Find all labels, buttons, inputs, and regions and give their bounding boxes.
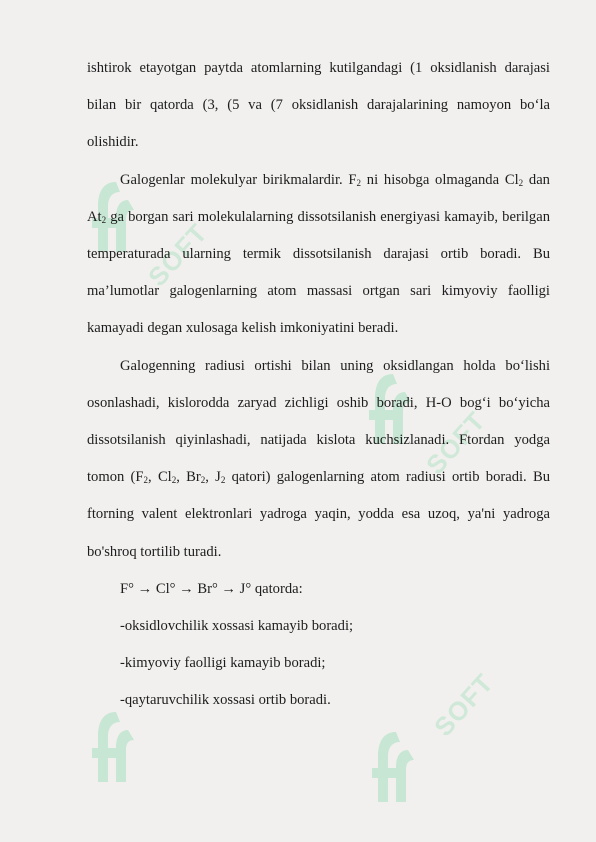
soft-logo-icon bbox=[368, 728, 418, 806]
watermark-text: SOFT bbox=[420, 405, 492, 481]
text-run: , J bbox=[205, 469, 221, 486]
list-item: -oksidlovchilik xossasi kamayib boradi; bbox=[120, 618, 354, 635]
watermark-logo-left bbox=[88, 708, 138, 791]
text-run: ga borgan sari molekulalarning dissotsilanish energiyasi kamayib, berilgan temperaturada ularning termik dissotsilanish darajasi ortib boradi. Bu ma’lumotlar galogenlarning atom massasi ortgan sari kimyoviy faolligi kamayadi degan xulosaga kelish imkoniyatini beradi. bbox=[87, 208, 550, 337]
text-run: Galogenning radiusi ortishi bilan uning oksidlangan holda bo‘lishi osonlashadi, kislorodda zaryad zichligi oshib boradi, H-O bog‘i bo‘yicha dissotsilanish qiyinlashadi, natijada kislota kuchsizlanadi. Ftordan yodga tomon (F bbox=[87, 357, 550, 486]
text-run: , Br bbox=[176, 469, 201, 486]
subscript: 2 bbox=[356, 177, 362, 188]
soft-logo-icon bbox=[88, 708, 138, 786]
watermark-text: SOFT bbox=[142, 217, 214, 293]
subscript: 2 bbox=[200, 475, 206, 486]
text-run: qatori) galogenlarning atom radiusi ortib boradi. Bu ftorning valent elektronlari yadroga yaqin, yodda esa uzoq, ya'ni yadroga bo'shroq tortilib turadi. bbox=[87, 469, 550, 560]
text-run: dan At bbox=[87, 171, 550, 225]
list-item: -kimyoviy faolligi kamayib boradi; bbox=[120, 655, 326, 672]
text-run: Galogenlar molekulyar birikmalardir. F bbox=[120, 171, 357, 188]
text-run: ni hisobga olmaganda Cl bbox=[361, 171, 519, 188]
subscript: 2 bbox=[171, 475, 177, 486]
paragraph-halogen-radius bbox=[87, 348, 550, 571]
paragraph-halogen-molecules bbox=[87, 162, 550, 348]
text-run: , Cl bbox=[148, 469, 172, 486]
list-item: -qaytaruvchilik xossasi ortib boradi. bbox=[120, 692, 331, 709]
subscript: 2 bbox=[220, 475, 226, 486]
watermark-logo-right bbox=[368, 728, 418, 811]
watermark-text: SOFT bbox=[428, 667, 500, 743]
paragraph-continuation: ishtirok etayotgan paytda atomlarning kutilgandagi (1 oksidlanish darajasi bilan bir qatorda (3, (5 va (7 oksidlanish darajalarining namoyon bo‘la olishidir. bbox=[87, 60, 550, 151]
document-page bbox=[87, 50, 550, 720]
series-line: F° → Cl° → Br° → J° qatorda: bbox=[120, 580, 303, 597]
subscript: 2 bbox=[101, 214, 107, 225]
subscript: 2 bbox=[518, 177, 524, 188]
subscript: 2 bbox=[143, 475, 149, 486]
